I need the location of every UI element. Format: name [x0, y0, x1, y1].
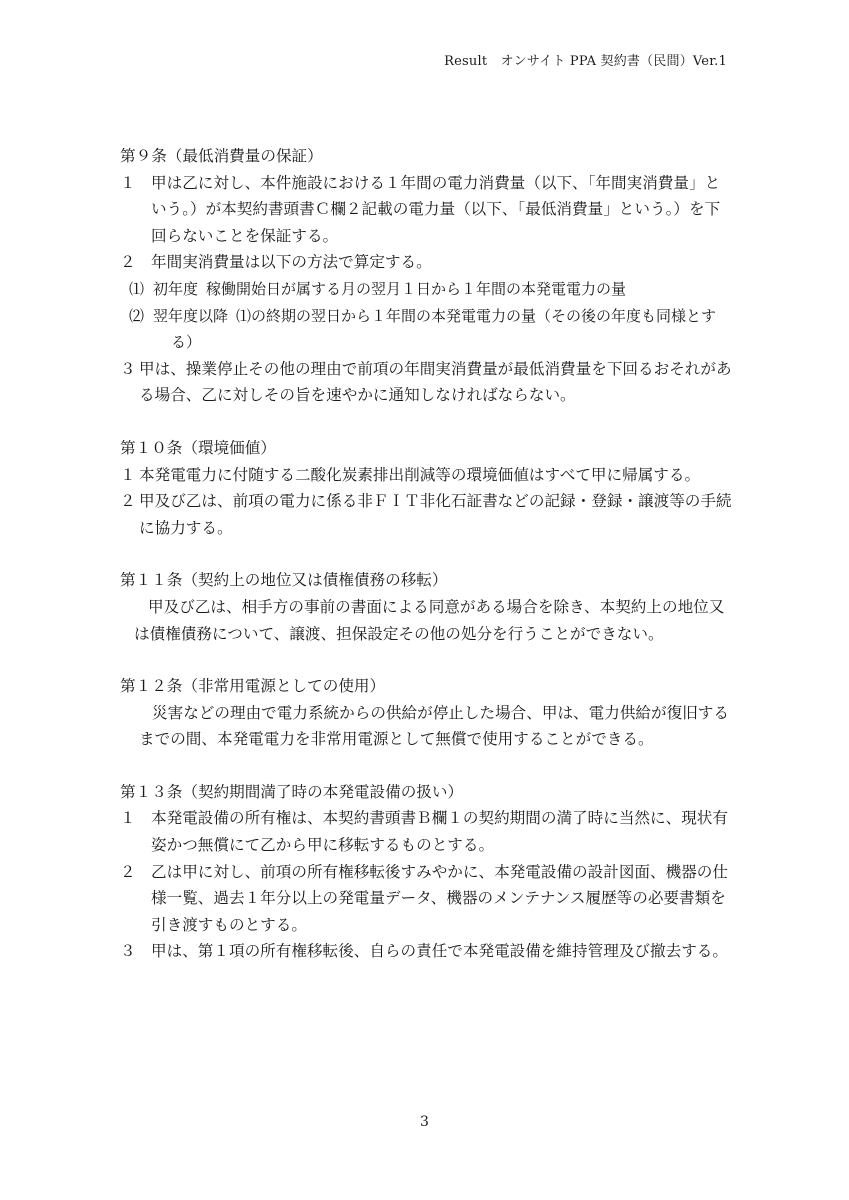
article-title: 第１１条（契約上の地位又は債権債務の移転） [120, 571, 448, 590]
article-item [120, 249, 732, 276]
item-number: １ [120, 809, 136, 828]
article-item [120, 170, 732, 250]
article-10 [120, 435, 732, 541]
article-item [120, 356, 732, 409]
article-title: 第９条（最低消費量の保証） [120, 147, 323, 165]
subitem-label: 初年度 [153, 279, 199, 298]
item-number: ２ [120, 492, 136, 511]
article-item [120, 859, 732, 939]
article-title: 第１２条（非常用電源としての使用） [120, 677, 386, 696]
subitem-text: ⑴の終期の翌日から１年間の本発電電力の量（その後の年度も同様とする） [171, 306, 717, 352]
article-title: 第１０条（環境価値） [120, 438, 276, 457]
item-text: 甲は乙に対し、本件施設における１年間の電力消費量（以下、「年間実消費量」という。）が本契約書頭書Ｃ欄２記載の電力量（以下、「最低消費量」という。）を下回らないことを保証する。 [151, 173, 721, 245]
item-number: １ [120, 465, 136, 484]
subitem-number: ⑴ [129, 279, 145, 298]
subitem-number: ⑵ [129, 306, 145, 325]
article-title: 第１３条（契約期間満了時の本発電設備の扱い） [120, 782, 464, 801]
article-item [120, 462, 732, 489]
article-paragraph: 甲及び乙は、相手方の事前の書面による同意がある場合を除き、本契約上の地位又は債権債務について、譲渡、担保設定その他の処分を行うことができない。 [134, 597, 725, 643]
page-number: 3 [420, 1114, 429, 1130]
item-number: ２ [120, 862, 136, 881]
article-item [120, 488, 732, 541]
item-text: 本発電設備の所有権は、本契約書頭書Ｂ欄１の契約期間の満了時に当然に、現状有姿かつ無償にて乙から甲に移転するものとする。 [151, 809, 728, 855]
article-paragraph: 災害などの理由で電力系統からの供給が停止した場合、甲は、電力供給が復旧するまでの間、本発電電力を非常用電源として無償で使用することができる。 [139, 703, 729, 749]
item-number: ３ [120, 359, 136, 378]
article-subitem [120, 303, 732, 356]
item-text: 乙は甲に対し、前項の所有権移転後すみやかに、本発電設備の設計図面、機器の仕様一覧、過去１年分以上の発電量データ、機器のメンテナンス履歴等の必要書類を引き渡すものとする。 [151, 862, 728, 934]
item-number: ３ [120, 942, 136, 961]
item-text: 年間実消費量は以下の方法で算定する。 [151, 253, 432, 272]
item-text: 本発電電力に付随する二酸化炭素排出削減等の環境価値はすべて甲に帰属する。 [139, 465, 701, 484]
document-body [120, 143, 732, 965]
item-number: １ [120, 173, 136, 192]
subitem-label: 翌年度以降 [153, 306, 229, 325]
article-subitem [120, 276, 732, 303]
document-header: Result オンサイト PPA 契約書（民間）Ver.1 [444, 54, 727, 69]
article-9 [120, 143, 732, 409]
item-text: 甲及び乙は、前項の電力に係る非ＦＩＴ非化石証書などの記録・登録・譲渡等の手続に協力する。 [139, 492, 732, 537]
item-text: 甲は、第１項の所有権移転後、自らの責任で本発電設備を維持管理及び撤去する。 [151, 942, 728, 961]
article-item [120, 805, 732, 858]
article-12 [120, 673, 732, 753]
item-number: ２ [120, 253, 136, 272]
article-13 [120, 779, 732, 965]
subitem-text: 稼働開始日が属する月の翌月１日から１年間の本発電電力の量 [206, 279, 627, 298]
item-text: 甲は、操業停止その他の理由で前項の年間実消費量が最低消費量を下回るおそれがある場合、乙に対しその旨を速やかに通知しなければならない。 [139, 359, 732, 405]
article-11 [120, 567, 732, 647]
article-item [120, 938, 732, 965]
